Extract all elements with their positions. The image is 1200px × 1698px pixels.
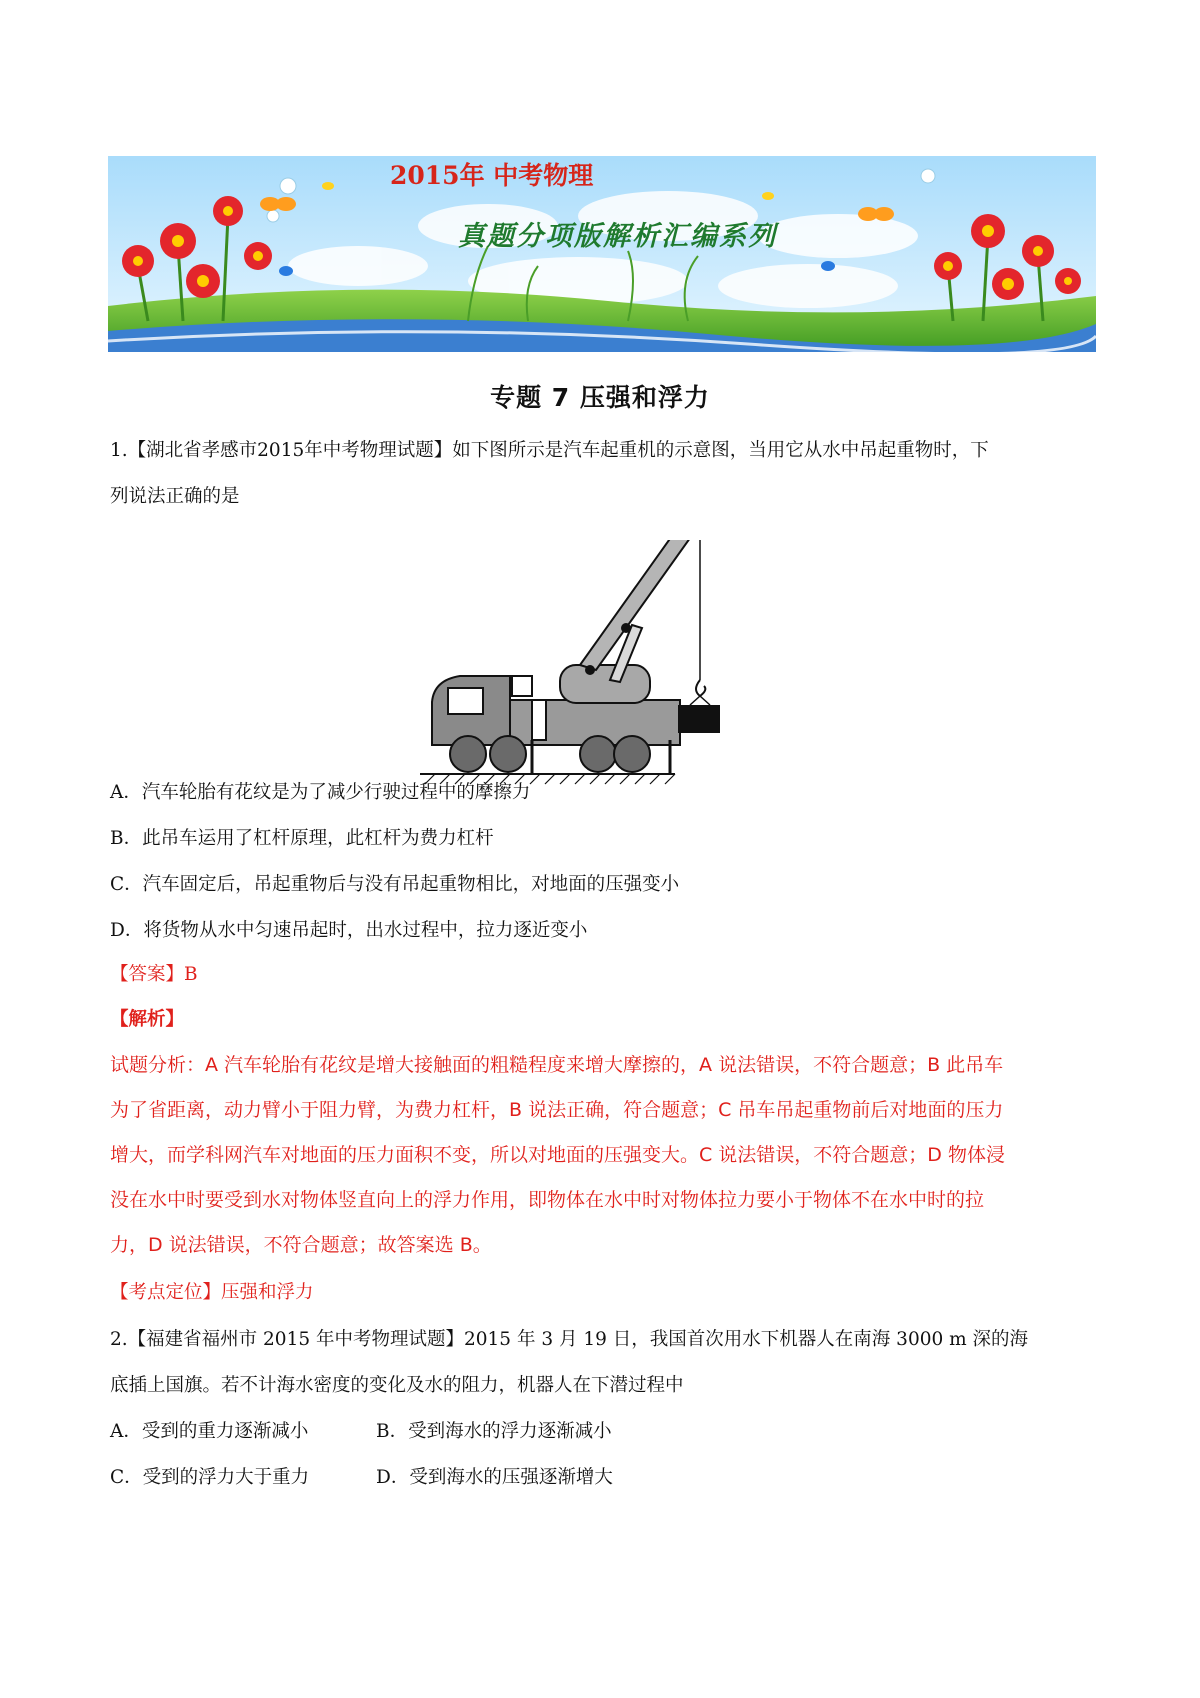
q1-stem-line1: 1.【湖北省孝感市2015年中考物理试题】如下图所示是汽车起重机的示意图，当用它从水中吊起重物时，下 — [110, 440, 989, 461]
q1-analysis-line: 力，D 说法错误，不符合题意；故答案选 B。 — [110, 1234, 492, 1256]
q2-option-b: B．受到海水的浮力逐渐减小 — [376, 1421, 612, 1442]
header-banner — [108, 156, 1096, 352]
q1-option-d: D．将货物从水中匀速吊起时，出水过程中，拉力逐近变小 — [110, 920, 588, 941]
q2-option-c: C．受到的浮力大于重力 — [110, 1467, 310, 1488]
q2-stem-line2: 底插上国旗。若不计海水密度的变化及水的阻力，机器人在下潜过程中 — [110, 1375, 684, 1396]
banner-line1: 2015年 中考物理 — [390, 161, 594, 190]
crane-diagram — [420, 540, 720, 790]
q1-answer: 【答案】B — [110, 964, 198, 985]
q1-topic: 【考点定位】压强和浮力 — [110, 1282, 314, 1303]
q2-stem-line1: 2.【福建省福州市 2015 年中考物理试题】2015 年 3 月 19 日，我国首次用水下机器人在南海 3000 m 深的海 — [110, 1329, 1029, 1350]
q1-analysis-line: 增大，而学科网汽车对地面的压力面积不变，所以对地面的压强变大。C 说法错误，不符合题意；D 物体浸 — [110, 1144, 1005, 1166]
q1-option-a: A．汽车轮胎有花纹是为了减少行驶过程中的摩擦力 — [110, 782, 531, 803]
q2-option-a: A．受到的重力逐渐减小 — [110, 1421, 309, 1442]
page-title: 专题 7 压强和浮力 — [490, 383, 710, 412]
q1-analysis-label: 【解析】 — [110, 1009, 185, 1030]
q1-option-c: C．汽车固定后，吊起重物后与没有吊起重物相比，对地面的压强变小 — [110, 874, 680, 895]
banner-line2: 真题分项版解析汇编系列 — [458, 221, 777, 252]
q1-analysis-line: 没在水中时要受到水对物体竖直向上的浮力作用，即物体在水中时对物体拉力要小于物体不在水中时的拉 — [110, 1189, 985, 1211]
q2-option-d: D．受到海水的压强逐渐增大 — [376, 1467, 613, 1488]
q1-option-b: B．此吊车运用了杠杆原理，此杠杆为费力杠杆 — [110, 828, 494, 849]
q1-stem-line2: 列说法正确的是 — [110, 486, 240, 507]
q1-analysis-line: 试题分析：A 汽车轮胎有花纹是增大接触面的粗糙程度来增大摩擦的，A 说法错误，不符合题意；B 此吊车 — [110, 1054, 1004, 1076]
q1-analysis-line: 为了省距离，动力臂小于阻力臂，为费力杠杆，B 说法正确，符合题意；C 吊车吊起重物前后对地面的压力 — [110, 1099, 1004, 1121]
